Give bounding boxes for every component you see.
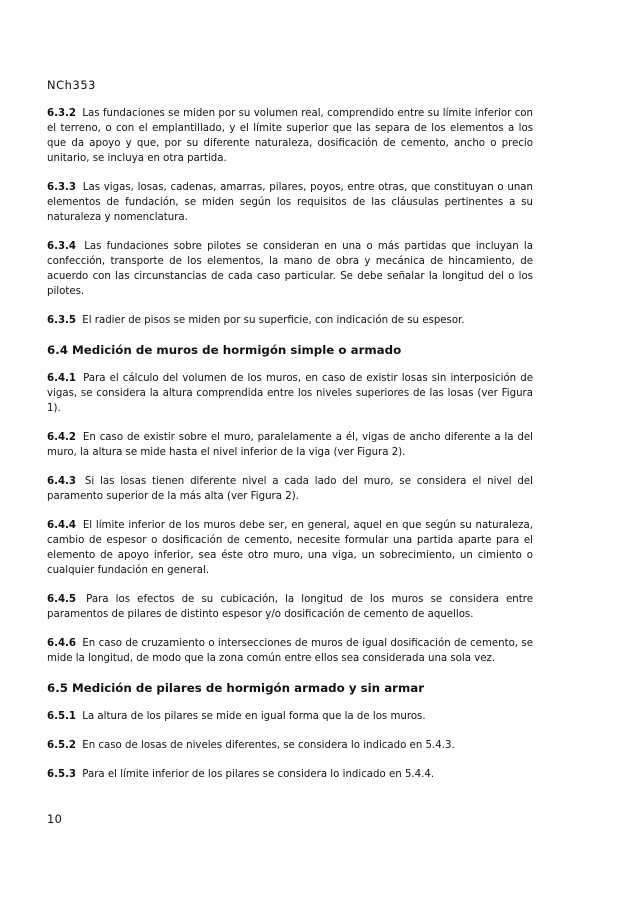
document-header: NCh353 [47, 78, 97, 92]
clause-text: En caso de existir sobre el muro, paralelamente a él, vigas de ancho diferente a la del muro, la altura se mide hasta el nivel inferior de la viga (ver Figura 2). [47, 432, 533, 458]
clause-6-4-3 [47, 474, 533, 504]
document-body [47, 106, 533, 796]
clause-6-5-1 [47, 709, 533, 724]
clause-number: 6.4.4 [47, 520, 77, 531]
clause-6-4-4 [47, 518, 533, 578]
clause-text: En caso de cruzamiento o intersecciones de muros de igual dosificación de cemento, se mide la longitud, de modo que la zona común entre ellos sea considerada una sola vez. [47, 638, 533, 664]
clause-number: 6.4.2 [47, 432, 77, 443]
clause-text: Para el límite inferior de los pilares se considera lo indicado en 5.4.4. [82, 769, 435, 780]
clause-text: Para el cálculo del volumen de los muros, en caso de existir losas sin interposición de vigas, se considera la altura comprendida entre los niveles superiores de las losas (ver Figura 1). [47, 373, 533, 414]
clause-text: El radier de pisos se miden por su superficie, con indicación de su espesor. [82, 315, 465, 326]
clause-number: 6.3.3 [47, 182, 77, 193]
clause-number: 6.5.2 [47, 740, 77, 751]
clause-6-4-1 [47, 371, 533, 416]
clause-number: 6.5.3 [47, 769, 77, 780]
clause-6-5-2 [47, 738, 533, 753]
clause-text: Las vigas, losas, cadenas, amarras, pilares, poyos, entre otras, que constituyan o unan elementos de fundación, se miden según los requisitos de las cláusulas pertinentes a su naturaleza y nomenclatura. [47, 182, 533, 223]
clause-text: La altura de los pilares se mide en igual forma que la de los muros. [82, 711, 426, 722]
clause-6-4-6 [47, 636, 533, 666]
clause-number: 6.4.6 [47, 638, 77, 649]
clause-6-3-4 [47, 239, 533, 299]
clause-text: Las fundaciones sobre pilotes se consideran en una o más partidas que incluyan la confección, transporte de los elementos, la mano de obra y mecánica de hincamiento, de acuerdo con las circunstancias de cada caso particular. Se debe señalar la longitud del o los pilotes. [47, 241, 533, 297]
clause-text: Las fundaciones se miden por su volumen real, comprendido entre su límite inferior con el terreno, o con el emplantillado, y el límite superior que las separa de los elementos a los que da apoyo y que, por su diferente naturaleza, dosificación de cemento, ancho o precio unitario, se incluya en otra partida. [47, 108, 533, 164]
clause-text: Para los efectos de su cubicación, la longitud de los muros se considera entre paramentos de pilares de distinto espesor y/o dosificación de cemento de aquellos. [47, 594, 533, 620]
clause-text: Si las losas tienen diferente nivel a cada lado del muro, se considera el nivel del paramento superior de la más alta (ver Figura 2). [47, 476, 533, 502]
clause-number: 6.3.2 [47, 108, 77, 119]
clause-6-3-2 [47, 106, 533, 166]
clause-6-3-3 [47, 180, 533, 225]
clause-number: 6.4.3 [47, 476, 77, 487]
clause-number: 6.4.5 [47, 594, 77, 605]
clause-number: 6.5.1 [47, 711, 77, 722]
section-heading-6-4: 6.4 Medición de muros de hormigón simple o armado [47, 343, 402, 357]
clause-number: 6.3.5 [47, 315, 77, 326]
clause-6-3-5 [47, 313, 533, 328]
section-heading-6-5: 6.5 Medición de pilares de hormigón armado y sin armar [47, 681, 425, 695]
clause-text: El límite inferior de los muros debe ser, en general, aquel en que según su naturaleza, cambio de espesor o dosificación de cemento, necesite formular una partida aparte para el elemento de apoyo inferior, sea éste otro muro, una viga, un sobrecimiento, un cimiento o cualquier fundación en general. [47, 520, 533, 576]
clause-text: En caso de losas de niveles diferentes, se considera lo indicado en 5.4.3. [82, 740, 455, 751]
clause-number: 6.3.4 [47, 241, 77, 252]
clause-6-4-2 [47, 430, 533, 460]
clause-6-5-3 [47, 767, 533, 782]
page-number: 10 [47, 812, 63, 826]
clause-number: 6.4.1 [47, 373, 77, 384]
clause-6-4-5 [47, 592, 533, 622]
